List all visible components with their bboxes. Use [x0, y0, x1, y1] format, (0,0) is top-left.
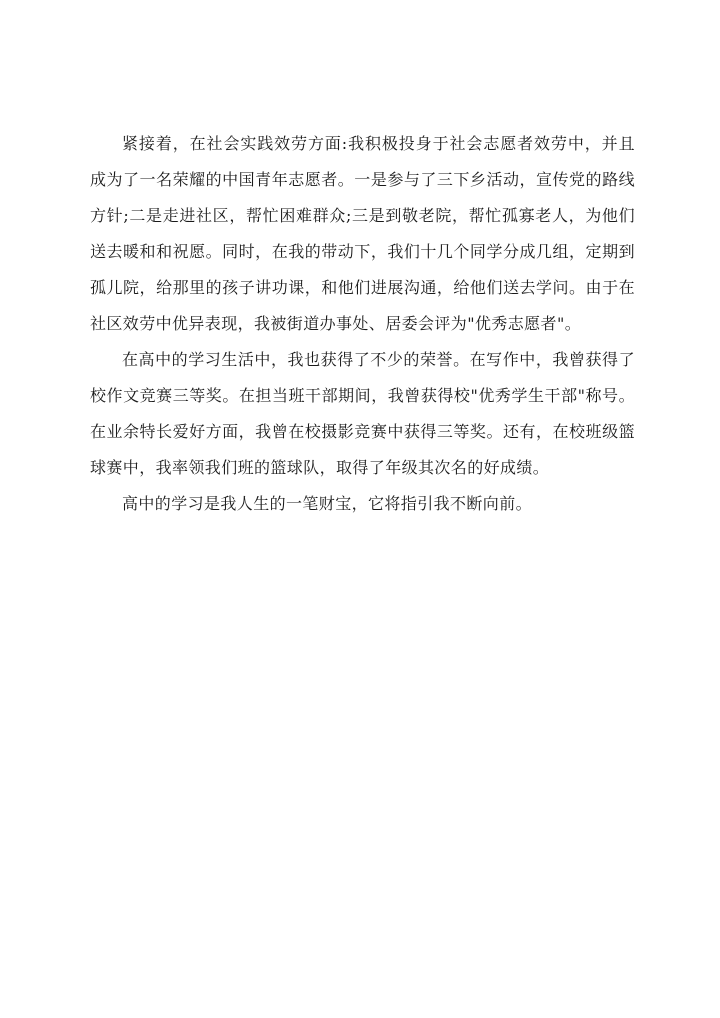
paragraph-social-practice: 紧接着，在社会实践效劳方面:我积极投身于社会志愿者效劳中，并且成为了一名荣耀的中国青年志愿者。一是参与了三下乡活动，宣传党的路线方针;二是走进社区，帮忙困难群众;三是到敬老院，帮忙孤寡老人，为他们送去暖和和祝愿。同时，在我的带动下，我们十几个同学分成几组，定期到孤儿院，给那里的孩子讲功课，和他们进展沟通，给他们送去学问。由于在社区效劳中优异表现，我被街道办事处、居委会评为"优秀志愿者"。 — [90, 134, 635, 333]
paragraph-honors: 在高中的学习生活中，我也获得了不少的荣誉。在写作中，我曾获得了校作文竞赛三等奖。在担当班干部期间，我曾获得校"优秀学生干部"称号。在业余特长爱好方面，我曾在校摄影竞赛中获得三等奖。还有，在校班级篮球赛中，我率领我们班的篮球队，取得了年级其次名的好成绩。 — [90, 350, 635, 477]
paragraph-conclusion: 高中的学习是我人生的一笔财宝，它将指引我不断向前。 — [122, 494, 533, 513]
document-body — [90, 126, 635, 522]
